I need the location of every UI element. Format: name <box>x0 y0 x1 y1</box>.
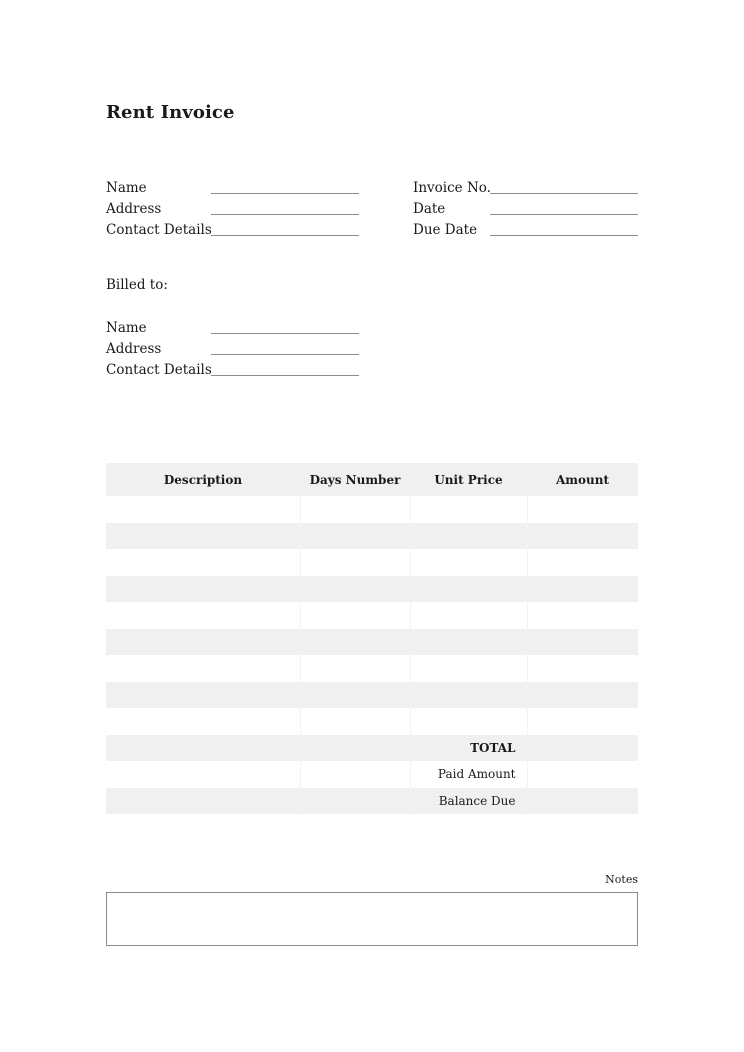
sender-address-field <box>106 201 360 221</box>
table-header-row <box>106 463 638 496</box>
cell-unit-price[interactable] <box>410 602 527 629</box>
invoice-due-date-line[interactable] <box>490 235 638 236</box>
invoice-date-line[interactable] <box>490 214 638 215</box>
cell-days-number[interactable] <box>300 682 410 709</box>
sender-contact-label: Contact Details <box>106 222 212 238</box>
cell-unit-price[interactable] <box>410 629 527 656</box>
paid-amount-label: Paid Amount <box>410 761 527 788</box>
table-row <box>106 576 638 603</box>
billed-name-label: Name <box>106 320 147 336</box>
sender-address-label: Address <box>106 201 162 217</box>
total-value[interactable] <box>527 735 638 762</box>
sender-contact-line[interactable] <box>211 235 359 236</box>
total-row <box>106 735 638 762</box>
cell-amount[interactable] <box>527 629 638 656</box>
balance-row <box>106 788 638 815</box>
billed-contact-line[interactable] <box>211 375 359 376</box>
billed-name-line[interactable] <box>211 333 359 334</box>
sender-name-field <box>106 180 360 200</box>
notes-label: Notes <box>605 873 638 886</box>
invoice-date-field <box>413 201 638 221</box>
table-row <box>106 708 638 735</box>
cell-days-number[interactable] <box>300 523 410 550</box>
invoice-due-date-field <box>413 222 638 242</box>
cell-unit-price[interactable] <box>410 655 527 682</box>
cell-amount[interactable] <box>527 549 638 576</box>
cell-amount[interactable] <box>527 496 638 523</box>
billed-name-field <box>106 320 360 340</box>
billed-address-line[interactable] <box>211 354 359 355</box>
table-row <box>106 682 638 709</box>
cell-description[interactable] <box>106 655 300 682</box>
cell-days-number[interactable] <box>300 576 410 603</box>
billed-contact-label: Contact Details <box>106 362 212 378</box>
billed-to-heading: Billed to: <box>106 277 168 293</box>
invoice-title: Rent Invoice <box>106 102 235 123</box>
cell-description[interactable] <box>106 629 300 656</box>
cell-days-number[interactable] <box>300 549 410 576</box>
cell-amount[interactable] <box>527 655 638 682</box>
table-row <box>106 602 638 629</box>
paid-amount-value[interactable] <box>527 761 638 788</box>
invoice-number-field <box>413 180 638 200</box>
invoice-date-label: Date <box>413 201 446 217</box>
cell-days-number[interactable] <box>300 496 410 523</box>
cell-amount[interactable] <box>527 708 638 735</box>
balance-due-label: Balance Due <box>410 788 527 815</box>
cell-description[interactable] <box>106 682 300 709</box>
header-amount: Amount <box>527 463 638 496</box>
cell-description[interactable] <box>106 576 300 603</box>
cell-unit-price[interactable] <box>410 708 527 735</box>
paid-row <box>106 761 638 788</box>
cell-description[interactable] <box>106 523 300 550</box>
header-days-number: Days Number <box>300 463 410 496</box>
cell-description[interactable] <box>106 708 300 735</box>
cell-unit-price[interactable] <box>410 682 527 709</box>
cell-amount[interactable] <box>527 682 638 709</box>
table-row <box>106 549 638 576</box>
cell-unit-price[interactable] <box>410 576 527 603</box>
cell-amount[interactable] <box>527 602 638 629</box>
balance-due-value[interactable] <box>527 788 638 815</box>
cell-days-number[interactable] <box>300 629 410 656</box>
table-row <box>106 523 638 550</box>
cell-description[interactable] <box>106 549 300 576</box>
invoice-number-label: Invoice No. <box>413 180 491 196</box>
billed-address-label: Address <box>106 341 162 357</box>
cell-days-number[interactable] <box>300 655 410 682</box>
cell-days-number[interactable] <box>300 708 410 735</box>
notes-box[interactable] <box>106 892 638 946</box>
items-table <box>106 463 638 814</box>
cell-amount[interactable] <box>527 523 638 550</box>
invoice-number-line[interactable] <box>490 193 638 194</box>
sender-name-label: Name <box>106 180 147 196</box>
sender-address-line[interactable] <box>211 214 359 215</box>
header-unit-price: Unit Price <box>410 463 527 496</box>
header-description: Description <box>106 463 300 496</box>
sender-name-line[interactable] <box>211 193 359 194</box>
cell-unit-price[interactable] <box>410 549 527 576</box>
cell-amount[interactable] <box>527 576 638 603</box>
billed-address-field <box>106 341 360 361</box>
sender-contact-field <box>106 222 360 242</box>
billed-contact-field <box>106 362 360 382</box>
cell-unit-price[interactable] <box>410 523 527 550</box>
table-row <box>106 655 638 682</box>
cell-description[interactable] <box>106 496 300 523</box>
cell-unit-price[interactable] <box>410 496 527 523</box>
invoice-due-date-label: Due Date <box>413 222 478 238</box>
total-label: TOTAL <box>410 735 527 762</box>
cell-days-number[interactable] <box>300 602 410 629</box>
table-row <box>106 496 638 523</box>
cell-description[interactable] <box>106 602 300 629</box>
table-row <box>106 629 638 656</box>
